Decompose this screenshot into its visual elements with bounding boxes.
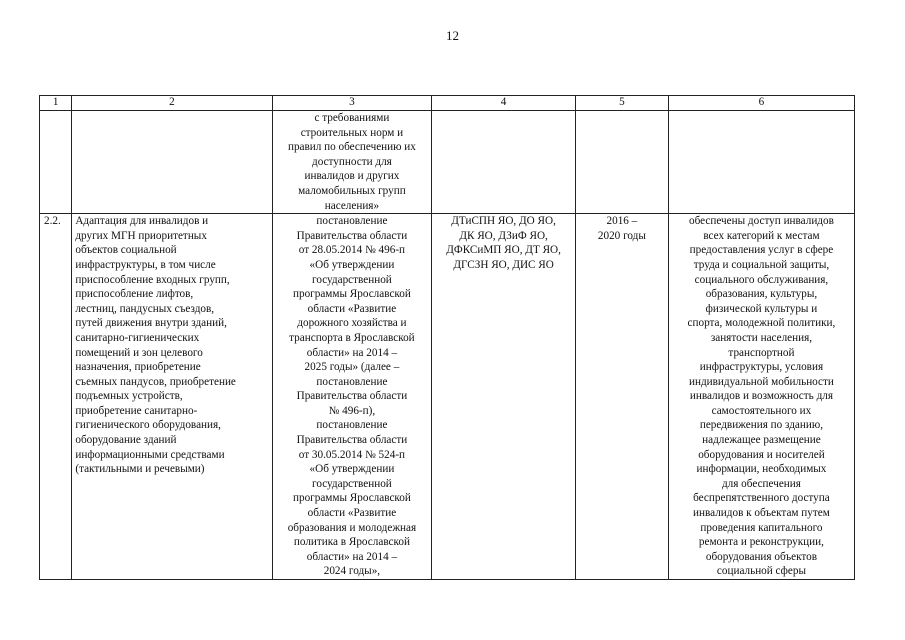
text-line: инфраструктуры, в том числе [75,258,216,271]
text-line: Правительства области [296,434,408,447]
text-line: программы Ярославской [292,288,411,301]
continuation-cell-6 [668,111,854,214]
text-line: строительных норм и [300,126,404,139]
text-line: программы Ярославской [292,492,411,505]
text-line: санитарно-гигиенических [75,331,200,344]
text-line: приспособление входных групп, [75,273,230,286]
text-line: проведения капитального [700,521,823,534]
text-line: образования и молодежная [287,521,417,534]
text-line: индивидуальной мобильности [688,375,834,388]
text-line: политика в Ярославской [293,536,410,549]
column-header-6: 6 [668,96,854,111]
text-line: информационными средствами [75,448,225,461]
text-line: съемных пандусов, приобретение [75,375,236,388]
text-line: труда и социальной защиты, [693,258,830,271]
text-line: государственной [312,273,392,286]
row-number: 2.2. [40,214,72,580]
text-line: для обеспечения [721,477,801,490]
text-line: населения» [324,199,380,212]
text-line: путей движения внутри зданий, [75,317,227,330]
text-line: постановление [316,375,388,388]
measure-description [72,214,272,580]
text-line: от 28.05.2014 № 496-п [298,244,406,257]
text-line: спорта, молодежной политики, [687,317,836,330]
column-number-header-row [40,96,855,111]
continuation-cell-4 [432,111,576,214]
table-row-2-2 [40,214,855,580]
text-line: обеспечены доступ инвалидов [689,215,834,228]
measures-table [39,95,855,580]
continuation-cell-2 [72,111,272,214]
text-line: области «Развитие [307,302,397,315]
text-line: Правительства области [296,390,408,403]
text-line: ДК ЯО, ДЗиФ ЯО, [459,229,548,242]
text-line: ДФКСиМП ЯО, ДТ ЯО, [446,244,561,257]
text-line: назначения, приобретение [75,361,201,374]
text-line: транспорта в Ярославской [289,331,415,344]
text-line: 2016 – [606,215,638,228]
text-line: ДТиСПН ЯО, ДО ЯО, [451,215,556,228]
text-line: лестниц, пандусных съездов, [75,302,215,315]
text-line: области «Развитие [307,507,397,520]
text-line: области» на 2014 – [306,346,398,359]
text-line: инвалидов и других [304,170,400,183]
text-line: передвижения по зданию, [699,419,824,432]
text-line: предоставления услуг в сфере [689,244,834,257]
text-line: 2025 годы» (далее – [304,361,400,374]
column-header-5: 5 [575,96,668,111]
text-line: государственной [312,477,392,490]
text-line: Адаптация для инвалидов и [75,215,209,228]
column-header-1: 1 [40,96,72,111]
text-line: постановление [316,419,388,432]
text-line: образования, культуры, [705,288,818,301]
text-line: ДГСЗН ЯО, ДИС ЯО [453,258,554,271]
text-line: инфраструктуры, условия [699,361,824,374]
page-number: 12 [446,28,459,43]
text-line: правил по обеспечению их [287,141,416,154]
text-line: № 496-п), [328,404,376,417]
implementation-period [575,214,668,580]
text-line: социальной сферы [716,565,806,578]
text-line: всех категорий к местам [703,229,820,242]
text-line: 2020 годы [597,229,646,242]
text-line: инвалидов к объектам путем [693,507,830,520]
text-line: объектов социальной [75,244,177,257]
text-line: социального обслуживания, [694,273,829,286]
text-line: доступности для [312,155,392,168]
column-header-2: 2 [72,96,272,111]
text-line: подъемных устройств, [75,390,183,403]
continuation-row [40,111,855,214]
text-line: инвалидов и возможность для [689,390,833,403]
text-line: транспортной [728,346,795,359]
text-line: оборудования и носителей [698,448,825,461]
text-line: оборудование зданий [75,434,177,447]
column-header-4: 4 [432,96,576,111]
text-line: других МГН приоритетных [75,229,207,242]
text-line: от 30.05.2014 № 524-п [298,448,406,461]
text-line: гигиенического оборудования, [75,419,221,432]
text-line: надлежащее размещение [702,434,821,447]
text-line: приспособление лифтов, [75,288,194,301]
text-line: постановление [316,215,388,228]
text-line: с требованиями [314,112,390,124]
text-line: беспрепятственного доступа [693,492,830,505]
text-line: приобретение санитарно- [75,404,198,417]
text-line: ремонта и реконструкции, [698,536,824,549]
text-line: информации, необходимых [696,463,827,476]
expected-result [668,214,854,580]
column-header-3: 3 [272,96,432,111]
text-line: занятости населения, [710,331,813,344]
text-line: самостоятельного их [711,404,812,417]
text-line: «Об утверждении [309,463,395,476]
responsible-executors [432,214,576,580]
text-line: физической культуры и [705,302,818,315]
text-line: Правительства области [296,229,408,242]
text-line: 2024 годы», [323,565,381,578]
continuation-cell-1 [40,111,72,214]
text-line: области» на 2014 – [306,550,398,563]
text-line: помещений и зон целевого [75,346,203,359]
text-line: оборудования объектов [705,550,818,563]
text-line: (тактильными и речевыми) [75,463,205,476]
continuation-cell-5 [575,111,668,214]
legal-basis [272,214,432,580]
text-line: маломобильных групп [298,184,406,197]
continuation-cell-3 [272,111,432,214]
text-line: «Об утверждении [309,258,395,271]
text-line: дорожного хозяйства и [297,317,407,330]
